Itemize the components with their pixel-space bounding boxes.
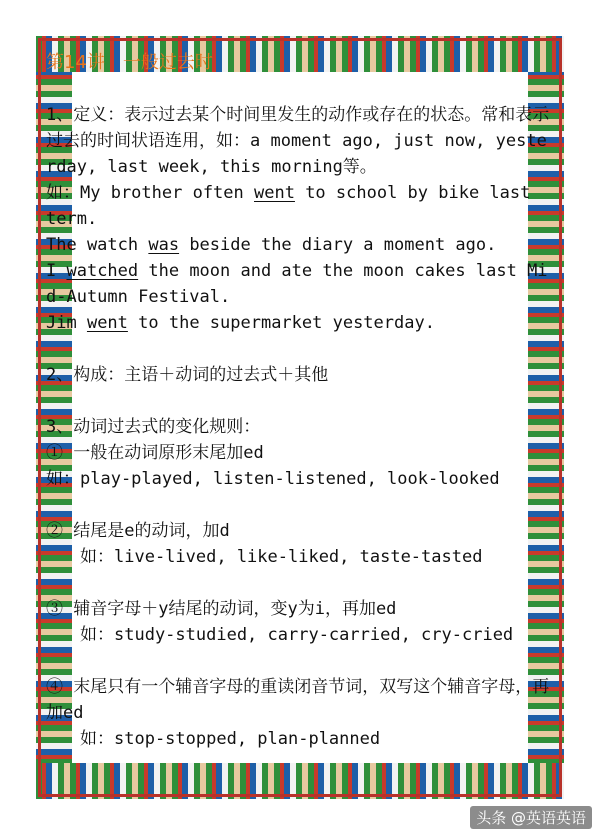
example-sentence-3 [46, 258, 550, 310]
definition-text: 1、定义：表示过去某个时间里发生的动作或存在的状态。常和表示过去的时间状语连用，如：a moment ago, just now, yesterday, last week, this morning等。 [46, 105, 550, 177]
rule-4: ④ 末尾只有一个辅音字母的重读闭音节词，双写这个辅音字母，再加ed [46, 677, 550, 723]
example-sentence-1 [46, 180, 550, 232]
example-text: beside the diary a moment ago. [179, 235, 497, 255]
structure-text: 2、构成：主语＋动词的过去式＋其他 [46, 365, 329, 385]
example-text: the moon and ate the moon cakes last Mid-Autumn Festival. [46, 261, 548, 307]
rule-1-example: 如：play-played, listen-listened, look-looked [46, 469, 500, 489]
example-text: I [46, 261, 67, 281]
watermark: 头条 @英语英语 [470, 806, 592, 829]
lesson-content [46, 50, 550, 752]
example-text: to the supermarket yesterday. [127, 313, 435, 333]
example-text: Jim [46, 313, 87, 333]
past-tense-verb: watched [66, 261, 139, 281]
rule-1: ① 一般在动词原形末尾加ed [46, 443, 264, 463]
lesson-title: 第14讲 一般过去时 [46, 52, 213, 73]
past-tense-verb: was [148, 235, 180, 255]
rule-2: ② 结尾是e的动词，加d [46, 521, 230, 541]
rule-2-example: 如：live-lived, like-liked, taste-tasted [80, 547, 483, 567]
past-tense-verb: went [86, 313, 128, 333]
rule-3-example: 如：study-studied, carry-carried, cry-cried [80, 625, 514, 645]
rules-heading: 3、动词过去式的变化规则： [46, 417, 261, 437]
example-text: 如：My brother often [46, 183, 254, 203]
rule-4-example: 如：stop-stopped, plan-planned [80, 729, 381, 749]
example-sentence-4 [46, 310, 550, 336]
example-text: to school by bike last term. [46, 183, 531, 229]
example-sentence-2 [46, 232, 550, 258]
example-text: The watch [46, 235, 149, 255]
past-tense-verb: went [254, 183, 295, 203]
rule-3: ③ 辅音字母＋y结尾的动词，变y为i，再加ed [46, 599, 397, 619]
